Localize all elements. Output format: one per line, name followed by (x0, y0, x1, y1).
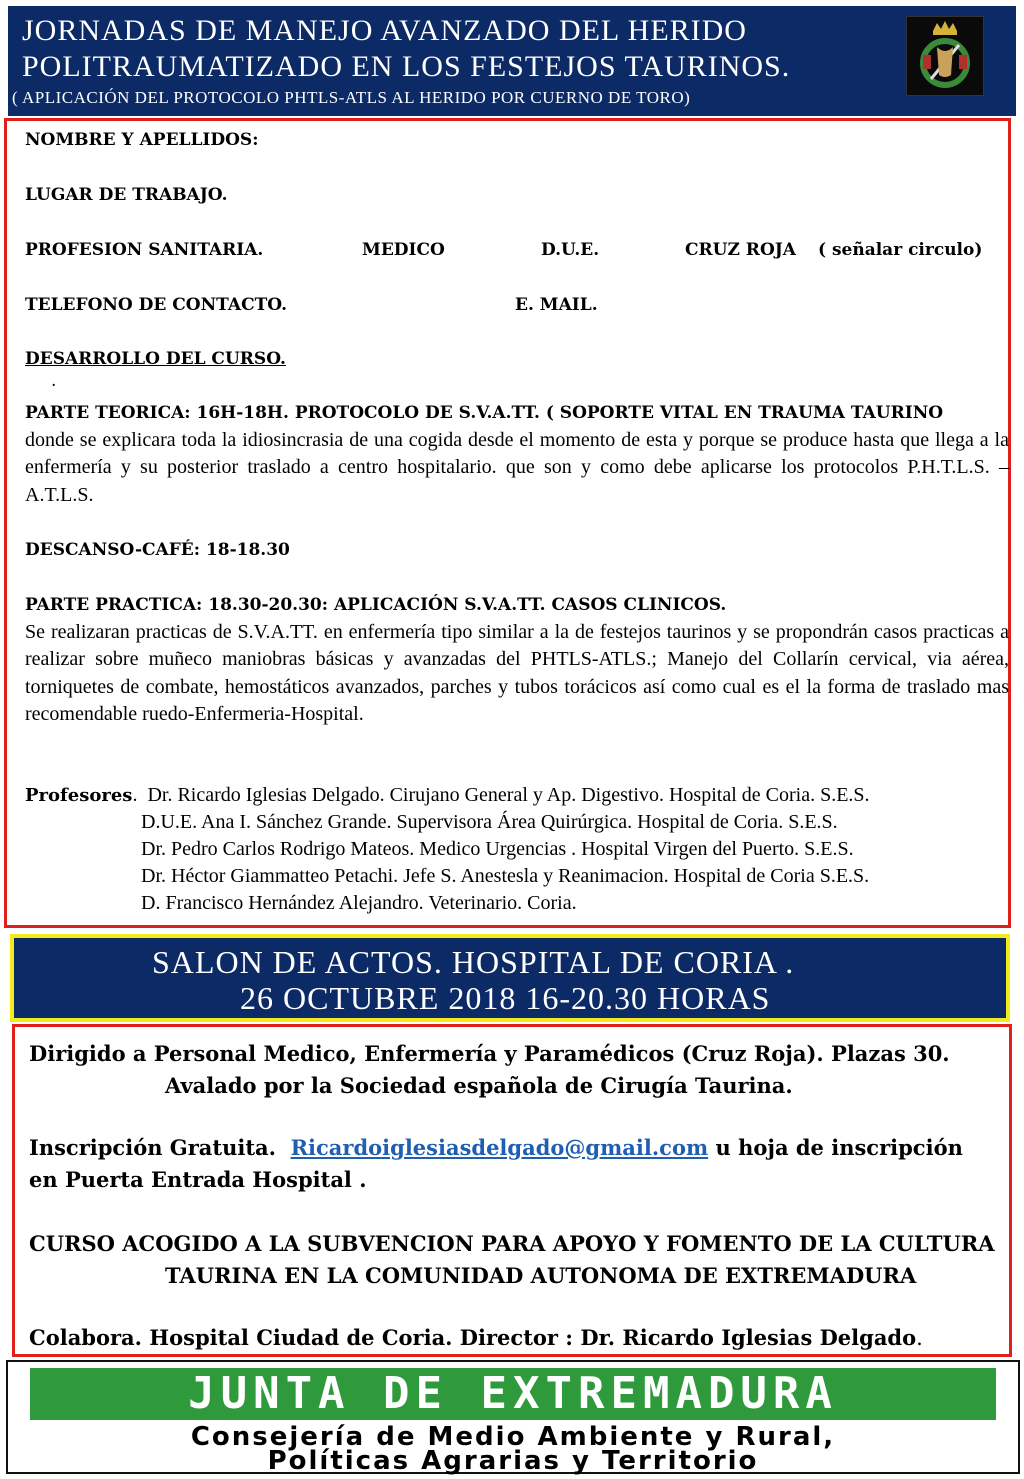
info-box (12, 1024, 1012, 1357)
audience-text: Dirigido a Personal Medico, Enfermería y Paramédicos (Cruz Roja). Plazas 30. (29, 1041, 950, 1066)
practice-body: Se realizaran practicas de S.V.A.TT. en enfermería tipo similar a la de festejos taurinos y se propondrán casos practicas a realizar sobre muñeco maniobras básicas y avanzadas del PHTLS-ATLS.; Manejo del Collarín cervical, via aérea, torniquetes de combate, hemostáticos avanzados, parches y tubos torácicos así como cual es el la forma de traslado mas recomendable ruedo-Enfermeria-Hospital. (25, 621, 1009, 726)
option-cruz-roja: CRUZ ROJA (685, 240, 796, 260)
header-banner (8, 6, 1016, 116)
subtitle: ( APLICACIÓN DEL PROTOCOLO PHTLS-ATLS AL HERIDO POR CUERNO DE TORO) (12, 88, 691, 107)
org-banner: JUNTA DE EXTREMADURA (30, 1368, 996, 1420)
course-details-box (4, 118, 1011, 928)
professor-item: Dr. Ricardo Iglesias Delgado. Cirujano General y Ap. Digestivo. Hospital de Coria. S.E.S. (147, 784, 870, 806)
crest-icon (906, 16, 984, 96)
grant-line-2: TAURINA EN LA COMUNIDAD AUTONOMA DE EXTREMADURA (165, 1263, 917, 1288)
field-workplace: LUGAR DE TRABAJO. (25, 185, 228, 205)
signup-line (29, 1135, 963, 1160)
option-note: ( señalar circulo) (818, 240, 983, 260)
signup-email-link[interactable]: Ricardoiglesiasdelgado@gmail.com (290, 1135, 709, 1160)
title-line-1: JORNADAS DE MANEJO AVANZADO DEL HERIDO (22, 14, 747, 47)
field-name: NOMBRE Y APELLIDOS: (25, 130, 259, 150)
professor-item: D.U.E. Ana I. Sánchez Grande. Supervisora Área Quirúrgica. Hospital de Coria. S.E.S. (141, 811, 838, 833)
collaboration-main: Colabora. Hospital Ciudad de Coria. Director : Dr. Ricardo Iglesias Delgado (29, 1325, 917, 1350)
course-dot: . (51, 371, 57, 391)
endorsement-text: Avalado por la Sociedad española de Cirugía Taurina. (165, 1073, 793, 1098)
professor-item: D. Francisco Hernández Alejandro. Veterinario. Coria. (141, 892, 577, 914)
venue-date: 26 OCTUBRE 2018 16-20.30 HORAS (240, 980, 771, 1016)
venue-location: SALON DE ACTOS. HOSPITAL DE CORIA . (152, 944, 795, 980)
grant-line-1: CURSO ACOGIDO A LA SUBVENCION PARA APOYO Y FOMENTO DE LA CULTURA (29, 1231, 995, 1256)
practice-heading: PARTE PRACTICA: 18.30-20.30: APLICACIÓN S.V.A.TT. CASOS CLINICOS. (25, 595, 727, 615)
signup-label: Inscripción Gratuita. (29, 1135, 276, 1160)
option-due: D.U.E. (541, 240, 600, 260)
collaboration-text (29, 1325, 923, 1350)
field-email: E. MAIL. (515, 295, 598, 315)
field-profession: PROFESION SANITARIA. (25, 240, 264, 260)
option-medico: MEDICO (362, 240, 445, 260)
venue-banner (10, 934, 1010, 1022)
theory-body: donde se explicara toda la idiosincrasia de una cogida desde el momento de esta y porque se produce hasta que llega a la enfermería y su posterior traslado a centro hospitalario. que son y como debe aplicarse los protocolos P.H.T.L.S. – A.T.L.S. (25, 429, 1009, 506)
title-line-2: POLITRAUMATIZADO EN LOS FESTEJOS TAURINOS. (22, 50, 791, 83)
signup-alt: u hoja de inscripción (715, 1135, 963, 1160)
field-phone: TELEFONO DE CONTACTO. (25, 295, 287, 315)
footer-logo-box (6, 1360, 1020, 1474)
course-title: DESARROLLO DEL CURSO. (25, 349, 286, 369)
professors-label: Profesores (25, 785, 133, 806)
theory-heading: PARTE TEORICA: 16H-18H. PROTOCOLO DE S.V.A.TT. ( SOPORTE VITAL EN TRAUMA TAURINO (25, 403, 944, 423)
professors-label-row: Profesores. Dr. Ricardo Iglesias Delgado. Cirujano General y Ap. Digestivo. Hospital de Coria. S.E.S. (25, 784, 870, 806)
department-line-1: Consejería de Medio Ambiente y Rural, (190, 1422, 836, 1452)
signup-location: en Puerta Entrada Hospital . (29, 1167, 367, 1192)
collaboration-end: . (916, 1326, 923, 1350)
department-line-2: Políticas Agrarias y Territorio (267, 1446, 759, 1476)
break-time: DESCANSO-CAFÉ: 18-18.30 (25, 540, 290, 560)
professor-item: Dr. Pedro Carlos Rodrigo Mateos. Medico Urgencias . Hospital Virgen del Puerto. S.E.S. (141, 838, 854, 860)
professor-item: Dr. Héctor Giammatteo Petachi. Jefe S. Anestesla y Reanimacion. Hospital de Coria S.E.S. (141, 865, 870, 887)
